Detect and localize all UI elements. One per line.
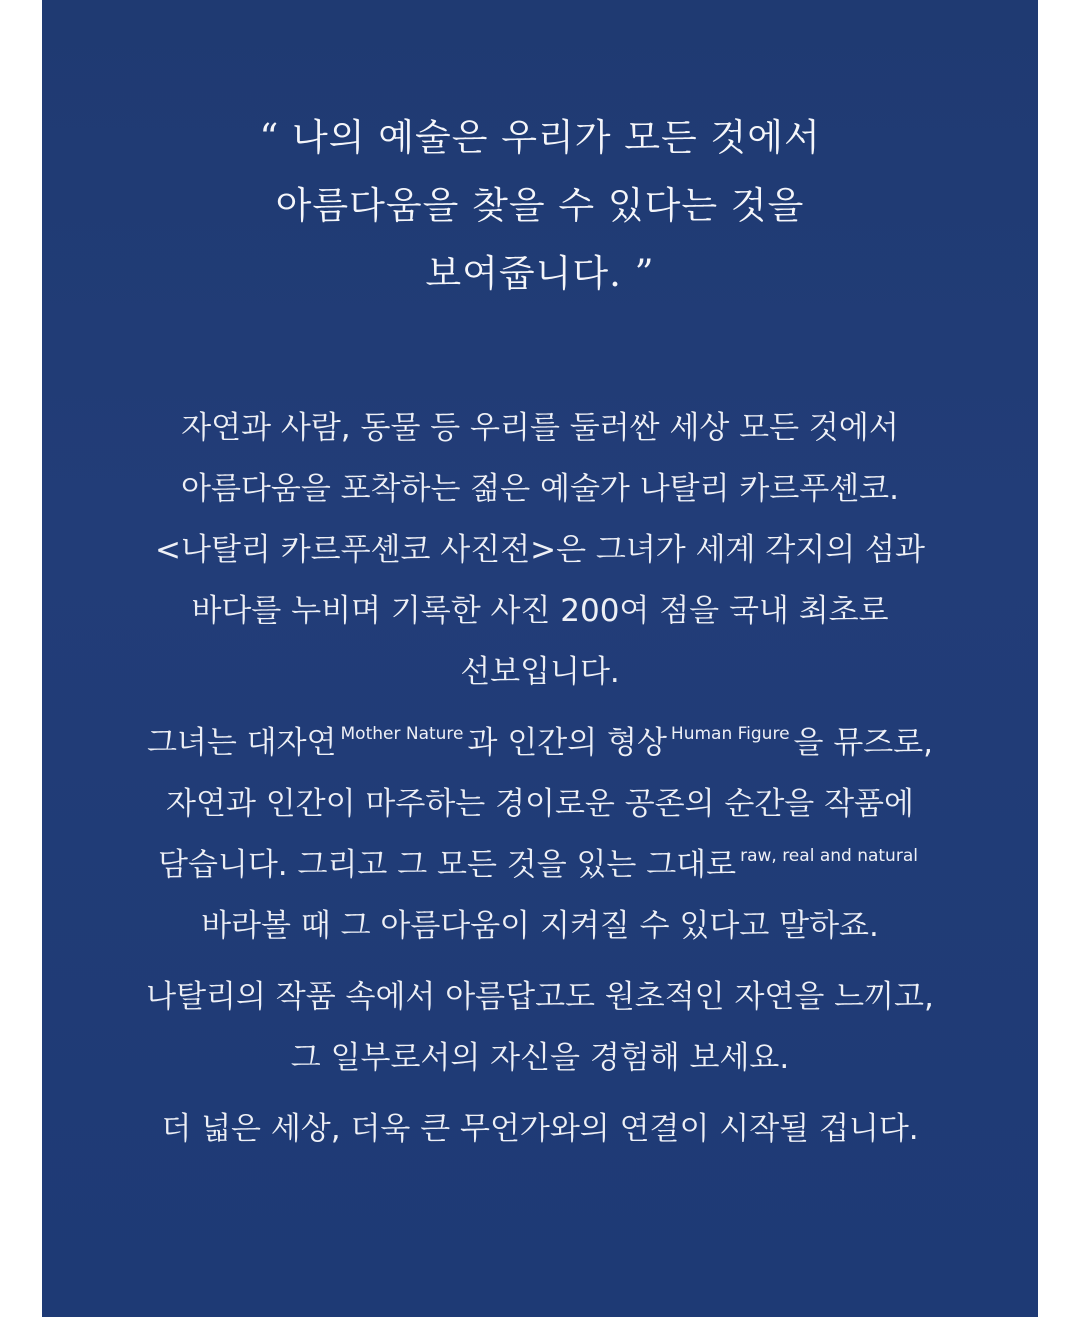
quote-line: 보여줍니다. ” bbox=[425, 252, 655, 295]
text-line: 바다를 누비며 기록한 사진 200여 점을 국내 최초로 bbox=[191, 593, 889, 629]
text-line: 선보입니다. bbox=[460, 654, 620, 690]
text-segment: 과 인간의 형상 bbox=[467, 725, 667, 761]
quote-line: 아름다움을 찾을 수 있다는 것을 bbox=[275, 184, 805, 227]
text-segment: 을 뮤즈로, bbox=[793, 725, 934, 761]
paragraph-closing bbox=[42, 1099, 1038, 1160]
text-line: 바라볼 때 그 아름다움이 지켜질 수 있다고 말하죠. bbox=[201, 908, 879, 944]
text-line: 나탈리의 작품 속에서 아름답고도 원초적인 자연을 느끼고, bbox=[146, 979, 934, 1015]
superscript-term: Mother Nature bbox=[340, 724, 464, 744]
text-line: 아름다움을 포착하는 젊은 예술가 나탈리 카르푸셴코. bbox=[181, 471, 899, 507]
text-segment: 담습니다. 그리고 그 모든 것을 있는 그대로 bbox=[158, 847, 737, 883]
quote-line: “ 나의 예술은 우리가 모든 것에서 bbox=[259, 116, 821, 159]
paragraph-experience bbox=[42, 967, 1038, 1089]
text-line: 더 넓은 세상, 더욱 큰 무언가와의 연결이 시작될 겁니다. bbox=[161, 1111, 919, 1147]
text-segment: 그녀는 대자연 bbox=[146, 725, 337, 761]
text-line bbox=[42, 835, 1038, 896]
exhibition-description bbox=[42, 398, 1038, 1160]
superscript-term: Human Figure bbox=[670, 724, 790, 744]
paragraph-intro bbox=[42, 398, 1038, 703]
superscript-term: raw, real and natural bbox=[740, 846, 918, 866]
paragraph-muse bbox=[42, 713, 1038, 957]
text-line bbox=[42, 713, 1038, 774]
artist-quote bbox=[42, 104, 1038, 308]
text-line: 자연과 사람, 동물 등 우리를 둘러싼 세상 모든 것에서 bbox=[181, 410, 899, 446]
text-line: <나탈리 카르푸셴코 사진전>은 그녀가 세계 각지의 섬과 bbox=[155, 532, 925, 568]
text-line: 자연과 인간이 마주하는 경이로운 공존의 순간을 작품에 bbox=[166, 786, 914, 822]
exhibition-intro-panel bbox=[42, 0, 1038, 1317]
text-line: 그 일부로서의 자신을 경험해 보세요. bbox=[290, 1040, 790, 1076]
